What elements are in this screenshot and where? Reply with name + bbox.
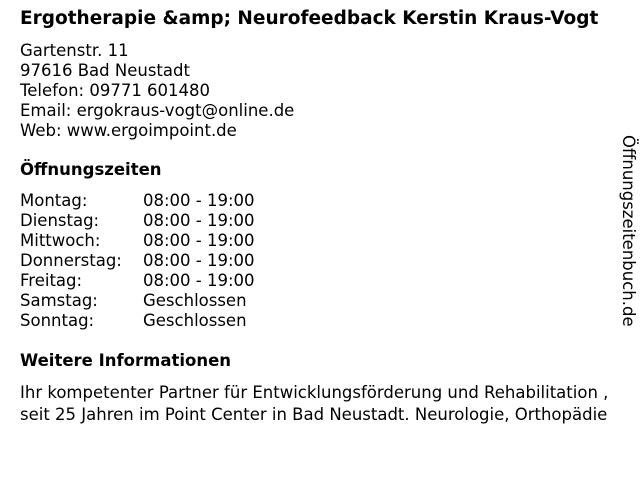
hours-time: Geschlossen [143, 311, 247, 330]
hours-day: Dienstag: [20, 211, 100, 230]
hours-day: Freitag: [20, 271, 83, 290]
hours-table [20, 191, 620, 331]
hours-time: 08:00 - 19:00 [143, 231, 255, 250]
address-block [20, 41, 620, 141]
brand-watermark: Öffnungszeitenbuch.de [619, 135, 638, 327]
business-card [20, 8, 620, 426]
hours-time: 08:00 - 19:00 [143, 191, 255, 210]
hours-time: Geschlossen [143, 291, 247, 310]
hours-day: Sonntag: [20, 311, 95, 330]
web-line: Web: www.ergoimpoint.de [20, 121, 237, 140]
hours-row-tuesday [20, 211, 620, 231]
hours-day: Montag: [20, 191, 88, 210]
hours-row-thursday [20, 251, 620, 271]
hours-day: Samstag: [20, 291, 98, 310]
hours-time: 08:00 - 19:00 [143, 271, 255, 290]
hours-row-friday [20, 271, 620, 291]
hours-row-wednesday [20, 231, 620, 251]
city-line: 97616 Bad Neustadt [20, 61, 190, 80]
info-description: Ihr kompetenter Partner für Entwicklungsförderung und Rehabilitation , seit 25 Jahren im Point Center in Bad Neustadt. Neurologie, Orthopädie [20, 383, 609, 424]
hours-row-saturday [20, 291, 620, 311]
hours-day: Mittwoch: [20, 231, 101, 250]
street-line: Gartenstr. 11 [20, 41, 129, 60]
hours-heading: Öffnungszeiten [20, 160, 162, 179]
hours-time: 08:00 - 19:00 [143, 251, 255, 270]
email-line: Email: ergokraus-vogt@online.de [20, 101, 295, 120]
hours-row-sunday [20, 311, 620, 331]
info-heading: Weitere Informationen [20, 351, 232, 370]
hours-row-monday [20, 191, 620, 211]
hours-day: Donnerstag: [20, 251, 122, 270]
phone-line: Telefon: 09771 601480 [20, 81, 211, 100]
hours-time: 08:00 - 19:00 [143, 211, 255, 230]
business-title: Ergotherapie &amp; Neurofeedback Kerstin Kraus-Vogt [20, 8, 599, 29]
